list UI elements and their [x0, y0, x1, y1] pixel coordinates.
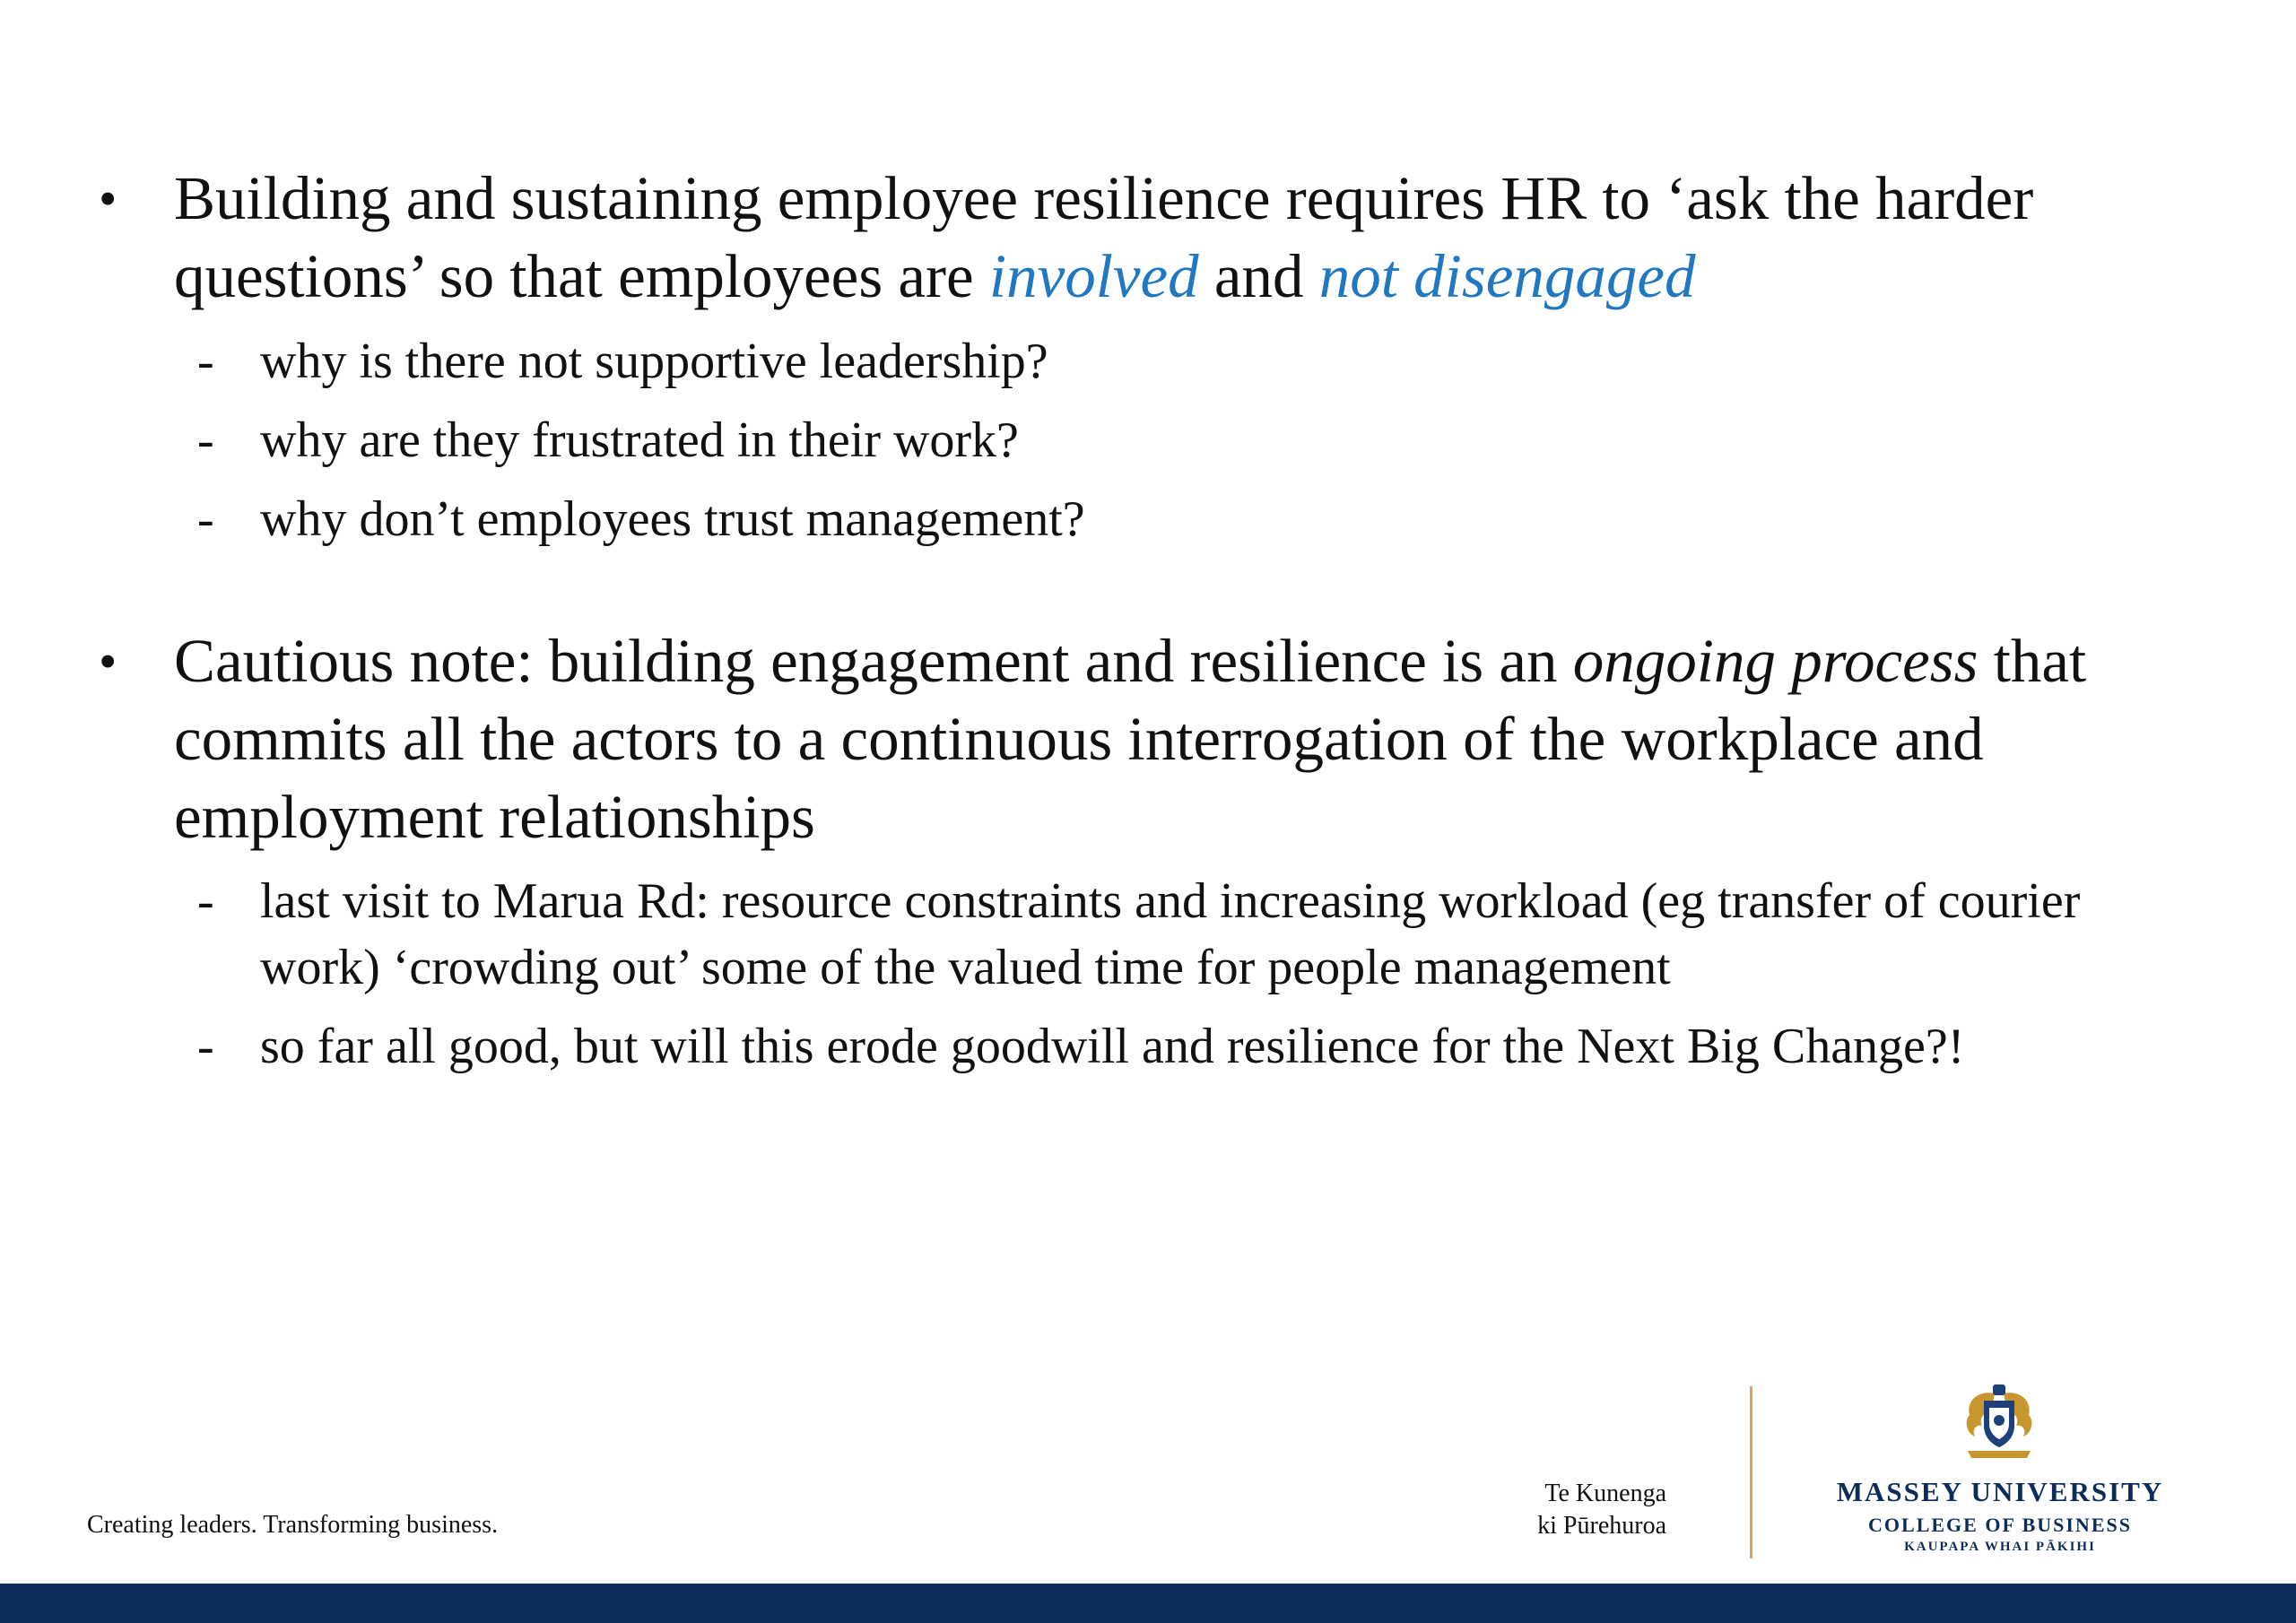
dash-marker: - [197, 334, 214, 389]
sub-point-text: why are they frustrated in their work? [260, 412, 1019, 468]
sub-point-text: last visit to Marua Rd: resource constraints and increasing workload (eg transfer of courier work) ‘crowding out’ some of the valued time for people management [260, 873, 2081, 995]
dash-marker: - [197, 1019, 214, 1074]
logo-motto: KAUPAPA WHAI PĀKIHI [1904, 1540, 2096, 1554]
bullet-1-text-a: Building and sustaining employee resilience requires HR to ‘ask the harder questions’ so that employees are [174, 164, 2034, 310]
bullet-2-text-a: Cautious note: building engagement and resilience is an [174, 627, 1573, 695]
bullet-text-2 [174, 622, 2192, 856]
emphasis-ongoing-process: ongoing process [1572, 627, 1979, 695]
sub-point-text: why don’t employees trust management? [260, 491, 1085, 547]
dash-marker: - [197, 412, 214, 468]
footer-divider [1750, 1386, 1752, 1558]
bullet-1-text-b: and [1198, 242, 1319, 310]
logo-college-name: COLLEGE OF BUSINESS [1868, 1514, 2132, 1536]
footer-tagline: Creating leaders. Transforming business. [87, 1511, 499, 1539]
maori-name-line-2: ki Pūrehuroa [1537, 1512, 1666, 1540]
maori-name-line-1: Te Kunenga [1544, 1480, 1666, 1507]
logo-university-name: MASSEY UNIVERSITY [1836, 1476, 2164, 1507]
emphasis-not-disengaged: not disengaged [1318, 242, 1696, 310]
footer-band [0, 1584, 2296, 1623]
bullet-dot-icon: • [99, 169, 117, 228]
emphasis-involved: involved [988, 242, 1199, 310]
dash-marker: - [197, 873, 214, 929]
bullet-dot-icon: • [99, 632, 117, 690]
sub-point-text: so far all good, but will this erode goodwill and resilience for the Next Big Change?! [260, 1019, 1965, 1074]
dash-marker: - [197, 491, 214, 547]
bullet-text-1 [174, 160, 2192, 316]
sub-point-text: why is there not supportive leadership? [260, 334, 1048, 389]
maori-name [1537, 1478, 1666, 1542]
bullet-2-text-b: that commits all the actors to a continuous interrogation of the workplace and employment relationships [174, 627, 2087, 851]
massey-logo [1812, 1381, 2188, 1560]
university-crest-icon [1959, 1381, 2039, 1463]
